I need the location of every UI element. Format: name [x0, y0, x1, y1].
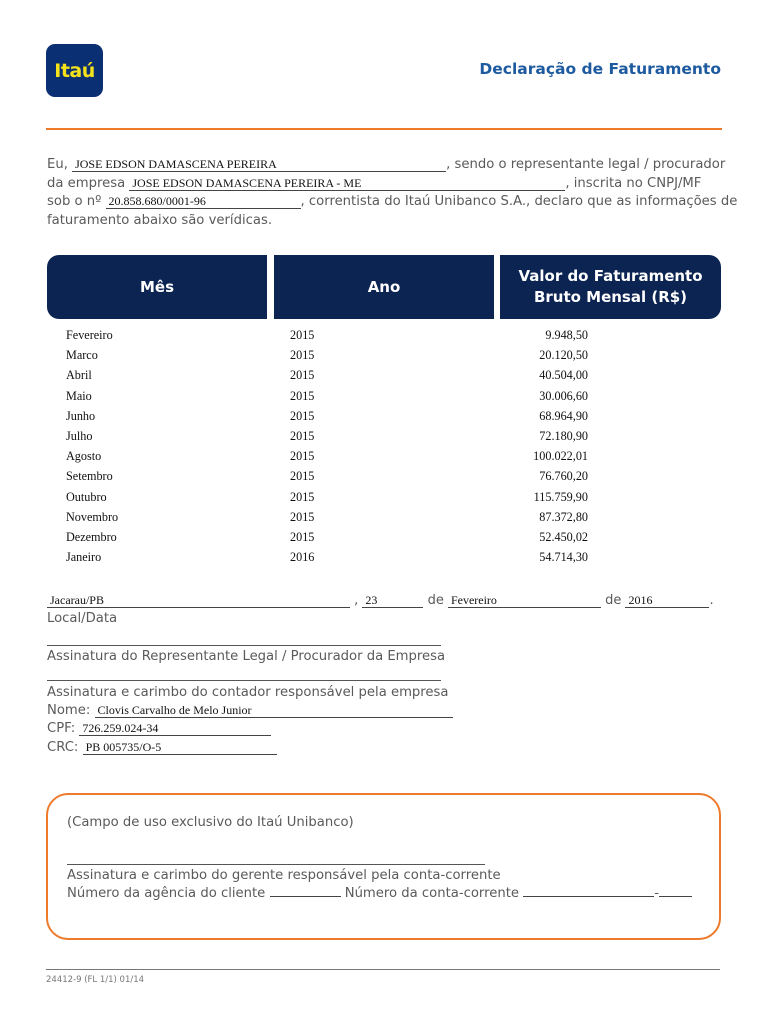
year-cell: 2015 — [290, 408, 315, 423]
crc-label: CRC: — [47, 740, 79, 755]
declaration-paragraph — [47, 156, 738, 230]
month-field[interactable]: Fevereiro — [448, 594, 601, 608]
column-header-month — [47, 255, 267, 319]
declaration-text: sob o nº — [47, 194, 102, 209]
table-row — [0, 429, 768, 449]
year-cell: 2016 — [290, 550, 315, 565]
year-cell: 2015 — [290, 509, 315, 524]
account-digit-field[interactable] — [659, 896, 692, 897]
month-cell: Maio — [66, 388, 92, 403]
value-cell: 72.180,90 — [539, 428, 588, 443]
cnpj-field[interactable]: 20.858.680/0001-96 — [106, 195, 301, 209]
agency-label: Número da agência do cliente — [67, 886, 266, 901]
manager-signature-line[interactable] — [67, 864, 485, 865]
bank-account-row — [67, 886, 692, 901]
place-date-de: de — [427, 593, 444, 608]
month-cell: Junho — [66, 408, 96, 423]
value-cell: 76.760,20 — [539, 469, 588, 484]
bank-box-title: (Campo de uso exclusivo do Itaú Unibanco) — [67, 815, 354, 830]
month-cell: Janeiro — [66, 550, 102, 565]
declarant-name-field[interactable]: JOSE EDSON DAMASCENA PEREIRA — [72, 158, 446, 172]
accountant-crc-row — [47, 740, 277, 755]
column-header-year — [274, 255, 494, 319]
year-cell: 2015 — [290, 489, 315, 504]
year-field[interactable]: 2016 — [625, 594, 709, 608]
table-row — [0, 510, 768, 530]
declaration-text: , inscrita no CNPJ/MF — [565, 175, 702, 191]
revenue-table-body — [0, 328, 768, 570]
accountant-cpf-row — [47, 721, 271, 736]
declaration-line-1 — [47, 156, 727, 175]
year-cell: 2015 — [290, 529, 315, 544]
year-cell: 2015 — [290, 348, 315, 363]
table-row — [0, 348, 768, 368]
day-field[interactable]: 23 — [362, 594, 423, 608]
declaration-line-3 — [47, 193, 738, 212]
table-row — [0, 389, 768, 409]
header-divider — [46, 128, 722, 130]
month-cell: Outubro — [66, 489, 107, 504]
place-date-line — [47, 593, 714, 608]
month-cell: Fevereiro — [66, 328, 113, 342]
representative-signature-label: Assinatura do Representante Legal / Procurador da Empresa — [47, 649, 446, 664]
value-cell: 40.504,00 — [539, 368, 588, 383]
year-cell: 2015 — [290, 449, 315, 464]
table-row — [0, 368, 768, 388]
value-cell: 115.759,90 — [533, 489, 588, 504]
table-row — [0, 328, 768, 348]
declaration-text: Eu, — [47, 157, 68, 172]
place-date-end: . — [709, 593, 714, 608]
month-cell: Julho — [66, 428, 93, 443]
logo-text: Itaú — [54, 59, 95, 82]
month-cell: Agosto — [66, 449, 102, 464]
table-row — [0, 449, 768, 469]
account-dash: - — [654, 886, 659, 901]
place-date-separator: , — [354, 593, 359, 608]
value-cell: 100.022,01 — [533, 449, 588, 464]
table-row — [0, 530, 768, 550]
place-date-de: de — [605, 593, 622, 608]
value-cell: 20.120,50 — [539, 348, 588, 363]
manager-signature-label: Assinatura e carimbo do gerente responsável pela conta-corrente — [67, 868, 501, 883]
year-cell: 2015 — [290, 428, 315, 443]
account-label: Número da conta-corrente — [344, 886, 520, 901]
footer-divider — [46, 969, 720, 970]
value-cell: 30.006,60 — [539, 388, 588, 403]
declaration-line-2 — [47, 175, 727, 194]
month-cell: Novembro — [66, 509, 119, 524]
place-field[interactable]: Jacarau/PB — [47, 594, 350, 608]
table-row — [0, 469, 768, 489]
declaration-text: , correntista do Itaú Unibanco S.A., declaro que as informações de — [300, 194, 738, 209]
year-cell: 2015 — [290, 469, 315, 484]
value-cell: 68.964,90 — [539, 408, 588, 423]
declaration-text: , sendo o representante legal / procurador — [446, 157, 726, 172]
accountant-name-field[interactable]: Clovis Carvalho de Melo Junior — [95, 704, 453, 718]
place-date-label: Local/Data — [47, 611, 118, 626]
value-cell: 9.948,50 — [545, 328, 588, 342]
column-header-value-line-1: Valor do Faturamento — [518, 267, 703, 285]
document-title: Declaração de Faturamento — [479, 60, 721, 78]
cpf-field[interactable]: 726.259.024-34 — [79, 722, 271, 736]
declaration-text: da empresa — [47, 175, 126, 191]
year-cell: 2015 — [290, 388, 315, 403]
accountant-signature-label: Assinatura e carimbo do contador responsável pela empresa — [47, 685, 449, 700]
month-cell: Dezembro — [66, 529, 117, 544]
representative-signature-line[interactable] — [47, 645, 441, 646]
cpf-label: CPF: — [47, 721, 76, 736]
accountant-signature-line[interactable] — [47, 680, 441, 681]
value-cell: 54.714,30 — [539, 550, 588, 565]
value-cell: 52.450,02 — [539, 529, 588, 544]
year-cell: 2015 — [290, 328, 315, 342]
month-cell: Setembro — [66, 469, 113, 484]
agency-field[interactable] — [270, 896, 341, 897]
column-header-month-label: Mês — [139, 277, 175, 296]
month-cell: Marco — [66, 348, 98, 363]
crc-field[interactable]: PB 005735/O-5 — [83, 741, 277, 755]
company-name-field[interactable]: JOSE EDSON DAMASCENA PEREIRA - ME — [129, 177, 565, 191]
table-row — [0, 550, 768, 570]
column-header-value — [500, 255, 721, 319]
month-cell: Abril — [66, 368, 92, 383]
form-code: 24412-9 (FL 1/1) 01/14 — [46, 975, 145, 985]
value-cell: 87.372,80 — [539, 509, 588, 524]
name-label: Nome: — [47, 703, 91, 718]
year-cell: 2015 — [290, 368, 315, 383]
itau-logo — [46, 44, 103, 97]
declaration-line-4: faturamento abaixo são verídicas. — [47, 212, 273, 228]
column-header-value-line-2: Bruto Mensal (R$) — [533, 288, 688, 306]
account-number-field[interactable] — [523, 896, 654, 897]
table-row — [0, 409, 768, 429]
column-header-year-label: Ano — [367, 277, 401, 296]
accountant-name-row — [47, 703, 453, 718]
table-row — [0, 490, 768, 510]
